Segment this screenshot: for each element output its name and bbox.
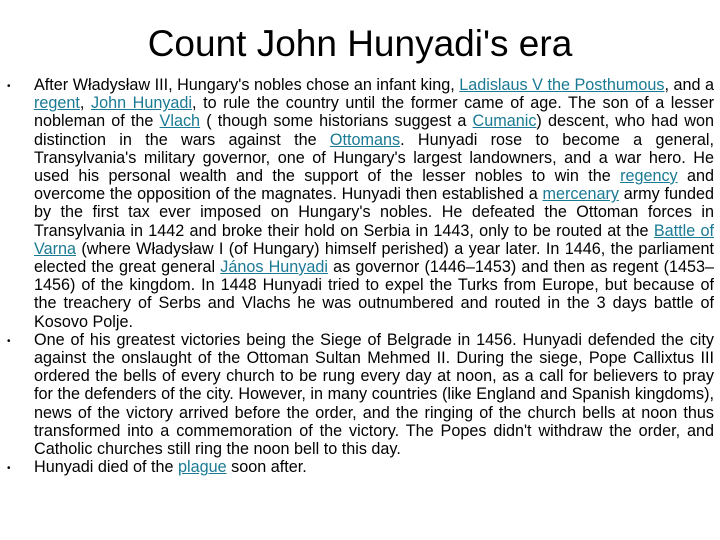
bullet-text: soon after. bbox=[226, 458, 307, 477]
bullet-item bbox=[0, 76, 720, 331]
bullet-list bbox=[0, 76, 720, 476]
hyperlink[interactable]: plague bbox=[178, 458, 227, 477]
bullet-item bbox=[0, 458, 720, 476]
hyperlink[interactable]: John Hunyadi bbox=[90, 94, 193, 113]
bullet-text: After Władysław III, Hungary's nobles chose an infant king, bbox=[34, 76, 460, 94]
bullet-item bbox=[0, 331, 720, 458]
bullet-text: . Hunyadi rose to become a general, Transylvania's military governor, one of Hungary's largest landowners, and a war hero. He used his personal wealth and the support of the lesser nobles to win the bbox=[34, 130, 714, 186]
hyperlink[interactable]: Battle of Varna bbox=[34, 221, 714, 258]
hyperlink[interactable]: regency bbox=[620, 167, 678, 186]
bullet-text: army funded by the first tax ever imposed on Hungary's nobles. He defeated the Ottoman forces in Transylvania in 1442 and broke their hold on Serbia in 1443, only to be routed at the bbox=[34, 185, 714, 240]
hyperlink[interactable]: Cumanic bbox=[472, 112, 537, 131]
hyperlink[interactable]: mercenary bbox=[542, 185, 619, 204]
hyperlink[interactable]: Vlach bbox=[159, 112, 201, 131]
slide-title: Count John Hunyadi's era bbox=[147, 23, 573, 64]
bullet-text: and overcome the opposition of the magnates. Hunyadi then established a bbox=[34, 167, 714, 204]
bullet-text: , bbox=[79, 94, 91, 113]
bullet-text: One of his greatest victories being the Siege of Belgrade in 1456. Hunyadi defended the city against the onslaught of the Ottoman Sultan Mehmed II. During the siege, Pope Callixtus III ordered the bells of every church to be rung every day at noon, as a call for believers to pray for the defenders of the city. However, in many countries (like England and Spanish kingdoms), news of the victory arrived before the order, and the ringing of the church bells at noon thus transformed into a commemoration of the victory. The Popes didn't withdraw the order, and Catholic churches still ring the noon bell to this day. bbox=[34, 330, 714, 459]
bullet-text: as governor (1446–1453) and then as regent (1453–1456) of the kingdom. In 1448 Hunyadi tried to expel the Turks from Europe, but because of the treachery of Serbs and Vlachs he was outnumbered and routed in the 3 days battle of Kosovo Polje. bbox=[34, 258, 714, 331]
hyperlink[interactable]: Ottomans bbox=[329, 130, 401, 149]
bullet-text: ( though some historians suggest a bbox=[200, 112, 473, 131]
hyperlink[interactable]: János Hunyadi bbox=[220, 258, 328, 277]
hyperlink[interactable]: Ladislaus V the Posthumous bbox=[459, 76, 665, 94]
bullet-text: ) descent, who had won distinction in the wars against the bbox=[34, 112, 714, 149]
bullet-text: (where Władysław I (of Hungary) himself perished) a year later. In 1446, the parliament elected the great general bbox=[34, 239, 714, 277]
bullet-text: Hunyadi died of the bbox=[34, 458, 178, 477]
bullet-text: , to rule the country until the former came of age. The son of a lesser nobleman of the bbox=[34, 94, 714, 131]
hyperlink[interactable]: regent bbox=[34, 94, 80, 113]
bullet-text: , and a bbox=[664, 76, 714, 94]
